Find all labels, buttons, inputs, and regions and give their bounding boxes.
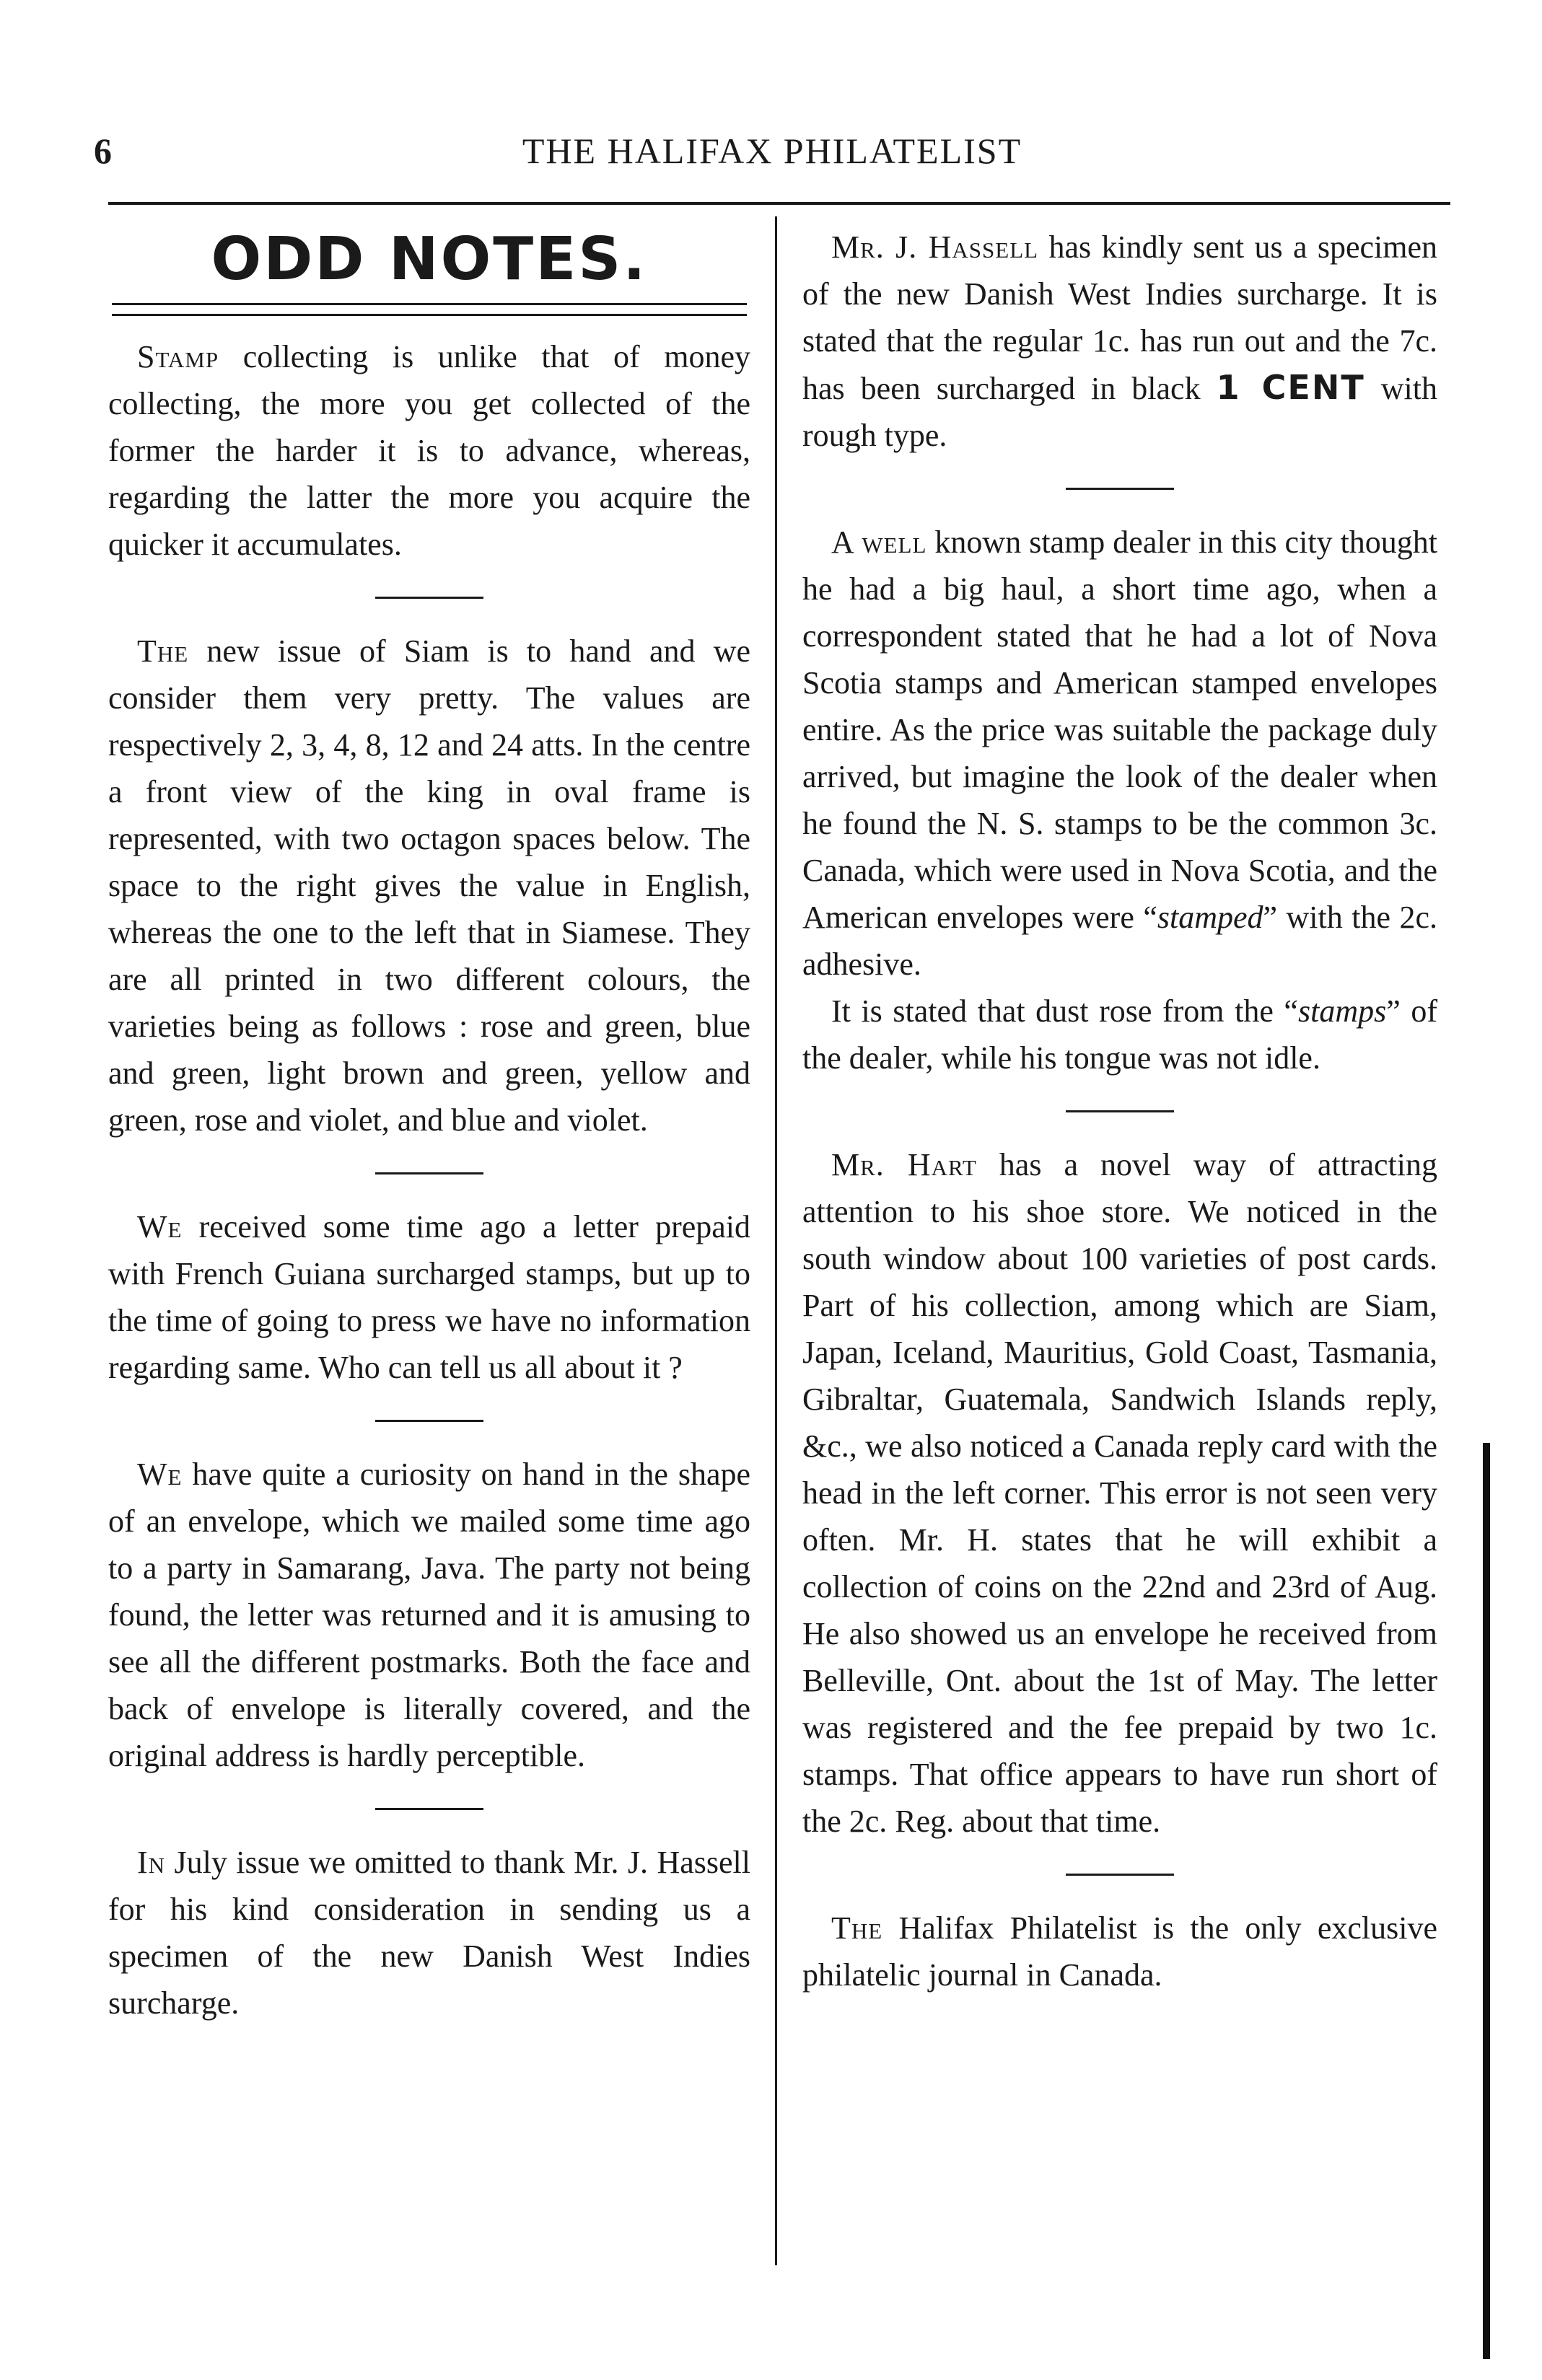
note-closing	[802, 1905, 1437, 1998]
note-text: has kindly sent us a specimen of the new Danish West Indies surcharge. It is stated that the regular 1c. has run out and the 7c. has been surcharged in black	[802, 229, 1438, 406]
note-stamp-dealer	[802, 519, 1437, 988]
note-lead: The	[137, 633, 189, 669]
note-text: received some time ago a letter prepaid with French Guiana surcharged stamps, but up to the time of going to press we have no information regarding same. Who can tell us all about it ?	[108, 1209, 751, 1385]
running-title: THE HALIFAX PHILATELIST	[522, 131, 1022, 171]
note-text: collecting is unlike that of money collecting, the more you get collected of the former the harder it is to advance, whereas, regarding the latter the more you acquire the quicker it accumulates.	[108, 339, 751, 562]
section-title: ODD NOTES.	[211, 225, 648, 294]
note-separator	[375, 1808, 483, 1810]
note-text: has a novel way of attracting attention to his shoe store. We noticed in the south window about 100 varieties of post cards. Part of his collection, among which are Siam, Japan, Iceland, Mauritius, Gold Coast, Tasmania, Gibraltar, Guatemala, Sandwich Islands reply, &c., we also noticed a Canada reply card with the head in the left corner. This error is not seen very often. Mr. H. states that he will exhibit a collection of coins on the 22nd and 23rd of Aug. He also showed us an envelope he received from Belleville, Ont. about the 1st of May. The letter was registered and the fee prepaid by two 1c. stamps. That office appears to have run short of the 2c. Reg. about that time.	[802, 1147, 1438, 1839]
header-rule	[108, 202, 1450, 205]
note-text: It is stated that dust rose from the “	[831, 993, 1298, 1029]
note-separator	[1066, 1110, 1174, 1112]
note-separator	[1066, 488, 1174, 490]
surcharge-text: 1 CENT	[1216, 368, 1365, 407]
note-french-guiana	[108, 1203, 750, 1391]
note-separator	[1066, 1874, 1174, 1876]
left-column	[108, 224, 750, 2026]
note-lead: Mr. Hart	[831, 1147, 977, 1182]
scan-edge-mark	[1483, 1443, 1490, 2359]
note-separator	[375, 1172, 483, 1174]
note-lead: In	[137, 1845, 166, 1880]
right-column	[802, 224, 1437, 1998]
note-separator	[375, 597, 483, 599]
note-lead: A well	[831, 524, 927, 560]
note-emphasis: stamps	[1297, 993, 1387, 1029]
note-siam-issue	[108, 628, 750, 1143]
note-text: ” of the dealer, while his tongue was not idle.	[802, 993, 1437, 1076]
note-text: known stamp dealer in this city thought he had a big haul, a short time ago, when a correspondent stated that he had a lot of Nova Scotia stamps and American stamped envelopes entire. As the price was suitable the package duly arrived, but imagine the look of the dealer when he found the N. S. stamps to be the common 3c. Canada, which were used in Nova Scotia, and the American envelopes were “	[802, 524, 1437, 935]
note-text: Halifax Philatelist is the only exclusive philatelic journal in Canada.	[802, 1910, 1438, 1993]
note-text: with rough type.	[802, 371, 1437, 453]
note-hart-shoe-store	[802, 1141, 1437, 1845]
note-separator	[375, 1420, 483, 1422]
note-text: have quite a curiosity on hand in the shape of an envelope, which we mailed some time ago to a party in Samarang, Java. The party not being found, the letter was returned and it is amusing to see all the different postmarks. Both the face and back of envelope is literally covered, and the original address is hardly perceptible.	[108, 1457, 750, 1773]
note-emphasis: stamped	[1157, 900, 1263, 935]
note-lead: We	[137, 1209, 183, 1244]
note-lead: Stamp	[137, 339, 219, 374]
note-envelope-curiosity	[108, 1451, 750, 1779]
note-lead: The	[831, 1910, 883, 1946]
note-text: July issue we omitted to thank Mr. J. Hassell for his kind consideration in sending us a specimen of the new Danish West Indies surcharge.	[108, 1845, 751, 2021]
page-number: 6	[94, 131, 112, 171]
note-lead: We	[137, 1457, 183, 1492]
page-header	[94, 130, 1450, 180]
note-lead: Mr. J. Hassell	[831, 229, 1039, 265]
column-divider	[775, 216, 777, 2265]
note-text: ” with the 2c. adhesive.	[802, 900, 1437, 982]
note-stamp-dealer-cont	[802, 988, 1437, 1081]
note-hassell-surcharge	[802, 224, 1437, 459]
title-double-rule	[112, 303, 747, 316]
note-july-issue	[108, 1839, 750, 2026]
note-stamp-collecting	[108, 333, 750, 568]
note-text: new issue of Siam is to hand and we consider them very pretty. The values are respectively 2, 3, 4, 8, 12 and 24 atts. In the centre a front view of the king in oval frame is represented, with two octagon spaces below. The space to the right gives the value in English, whereas the one to the left that in Siamese. They are all printed in two different colours, the varieties being as follows : rose and green, blue and green, light brown and green, yellow and green, rose and violet, and blue and violet.	[108, 633, 751, 1138]
